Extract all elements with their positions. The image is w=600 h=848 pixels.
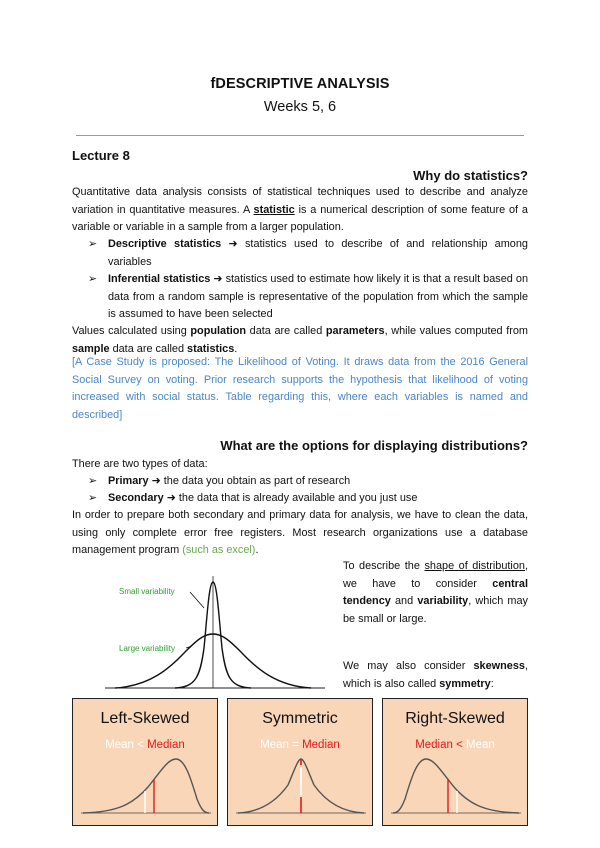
values-text: . (234, 342, 238, 355)
bullet-primary (88, 473, 528, 491)
data-types-intro: There are two types of data: (72, 458, 208, 470)
statistics-term: statistics (187, 342, 235, 355)
values-text: data are called (246, 325, 326, 337)
prepare-paragraph (72, 507, 528, 560)
panel-title: Symmetric (262, 710, 338, 727)
bullet-text: the data you obtain as part of research (163, 475, 351, 487)
skew-text: We may also consider (343, 660, 474, 672)
variability-figure (100, 568, 330, 698)
symmetric-curve-plot (228, 749, 374, 825)
prepare-text-end: . (255, 544, 259, 556)
values-text: data are called (109, 342, 188, 355)
skew-text: , which is also called (343, 660, 528, 690)
mean-label: Mean (260, 739, 289, 751)
shape-text: , we have to consider (343, 560, 528, 590)
lecture-heading: Lecture 8 (72, 148, 130, 163)
bullet-descriptive (88, 236, 528, 271)
arrow-right-icon: ➜ (221, 238, 245, 250)
skew-text: : (490, 677, 494, 690)
symmetric-panel (227, 698, 373, 826)
median-label: Median (147, 739, 185, 751)
bullet-text: statistics used to estimate how likely it is that a result based on data from a random sample is representative of the population from which the sample is assumed to have been selected (108, 273, 528, 320)
skewness-paragraph (343, 658, 528, 693)
intro-paragraph (72, 184, 528, 237)
right-skewed-curve-plot (383, 749, 529, 825)
operator-label: < (133, 739, 148, 751)
shape-term: shape of distribution (424, 560, 525, 572)
arrow-right-icon: ➜ (210, 273, 226, 285)
mean-label: Mean (105, 739, 134, 751)
large-variability-label: Large variability (119, 644, 176, 653)
document-subtitle: Weeks 5, 6 (263, 99, 337, 115)
intro-text-post: is a numerical description of some feature of a variable or variable in a sample from a larger population. (72, 203, 528, 233)
left-skewed-curve (83, 759, 209, 813)
sample-term: sample (72, 342, 110, 355)
shape-paragraph (343, 558, 528, 628)
mean-label: Mean (466, 739, 495, 751)
central-tendency-term: central tendency (343, 577, 528, 607)
left-skewed-curve-plot (73, 749, 219, 825)
bullet-term: Descriptive statistics (108, 238, 222, 250)
divider (76, 135, 524, 136)
median-label: Median (302, 739, 340, 751)
excel-note: (such as excel) (182, 544, 256, 556)
section-heading-distributions: What are the options for displaying distributions? (220, 438, 528, 453)
bullet-term: Inferential statistics (108, 273, 211, 285)
skewness-panels (72, 698, 529, 828)
population-term: population (190, 325, 247, 337)
variability-term: variability (417, 595, 469, 607)
values-text: , while values computed from (384, 325, 528, 337)
operator-label: = (288, 739, 303, 751)
parameters-term: parameters (325, 325, 385, 337)
bullet-inferential (88, 271, 528, 324)
bullet-term: Primary (108, 475, 149, 487)
intro-text-pre: Quantitative data analysis consists of statistical techniques used to describe and analyze variation in quantitative measures. A (72, 186, 528, 216)
bullet-secondary (88, 490, 528, 508)
bullet-text: statistics used to describe of and relationship among variables (108, 238, 528, 268)
statistic-term: statistic (253, 203, 295, 216)
small-variability-label: Small variability (119, 587, 175, 596)
shape-text: and (390, 595, 418, 607)
shape-text: , which may be small or large. (343, 595, 528, 625)
case-study-note: [A Case Study is proposed: The Likelihood of Voting. It draws data from the 2016 General Social Survey on voting. Prior research supports the hypothesis that likelihood of voting increased with social status. Table regarding this, where each variables is named and described] (72, 356, 528, 421)
bullet-arrow-icon: ➢ (88, 238, 98, 250)
section-heading-why-statistics: Why do statistics? (413, 168, 528, 183)
right-skewed-panel (382, 698, 528, 826)
panel-title: Right-Skewed (405, 710, 505, 727)
bullet-arrow-icon: ➢ (88, 273, 98, 285)
arrow-right-icon: ➜ (148, 475, 164, 487)
left-skewed-panel (72, 698, 218, 826)
document-title: fDESCRIPTIVE ANALYSIS (210, 76, 390, 92)
operator-label: < (452, 739, 467, 751)
bullet-arrow-icon: ➢ (88, 492, 98, 504)
bullet-text: the data that is already available and you just use (178, 492, 418, 504)
values-text: Values calculated using (72, 325, 191, 337)
median-label: Median (415, 739, 453, 751)
values-paragraph (72, 323, 528, 358)
prepare-text: In order to prepare both secondary and primary data for analysis, we have to clean the data, using only complete error free registers. Most research organizations use a database management program (72, 509, 528, 556)
arrow-right-icon: ➜ (163, 492, 179, 504)
small-variability-pointer (190, 592, 204, 608)
skewness-term: skewness (473, 660, 525, 672)
panel-title: Left-Skewed (100, 710, 190, 727)
symmetry-term: symmetry (439, 677, 491, 690)
shape-text: To describe the (343, 560, 425, 572)
right-skewed-curve (393, 759, 519, 813)
bullet-arrow-icon: ➢ (88, 475, 98, 487)
bullet-term: Secondary (108, 492, 164, 504)
